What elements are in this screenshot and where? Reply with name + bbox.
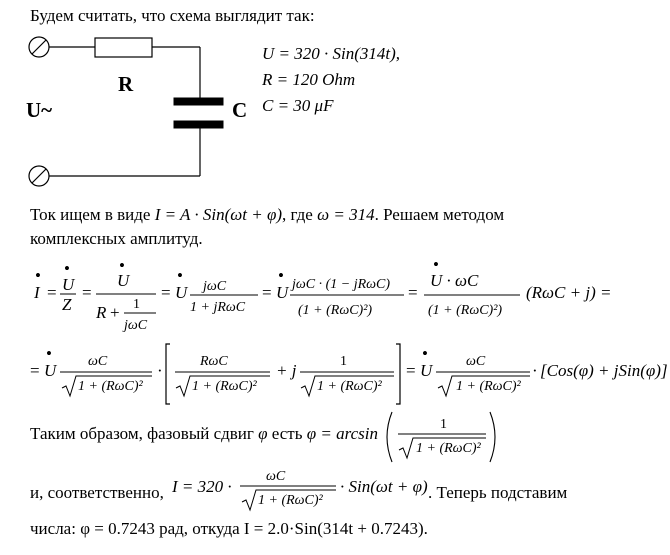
current-form-formula: I = A · Sin(ωt + φ) — [154, 205, 283, 224]
svg-text:=: = — [161, 283, 171, 302]
equation-line-1 — [0, 258, 670, 338]
svg-text:R: R — [96, 303, 107, 322]
svg-text:(RωC + j) =: (RωC + j) = — [526, 283, 612, 302]
paragraph-method: комплексных амплитуд. — [30, 229, 203, 248]
arcsin-argument — [376, 408, 506, 466]
omega-value: ω = 314 — [317, 205, 375, 224]
svg-text:1 + (RωC)²: 1 + (RωC)² — [192, 379, 257, 394]
svg-text:1 + jRωC: 1 + jRωC — [190, 300, 246, 315]
top-terminal-icon — [29, 37, 49, 57]
svg-text:1 + (RωC)²: 1 + (RωC)² — [258, 493, 323, 508]
svg-text:•: • — [278, 266, 284, 285]
svg-text:1: 1 — [340, 354, 347, 369]
svg-text:·: · — [157, 361, 163, 380]
bottom-terminal-icon — [29, 166, 49, 186]
equation-line-2 — [0, 338, 670, 408]
current-formula — [170, 462, 430, 518]
svg-text:U: U — [62, 275, 75, 294]
param-r: R = 120 Ohm — [262, 70, 356, 89]
svg-text:=: = — [47, 283, 57, 302]
svg-text:(1 + (RωC)²): (1 + (RωC)²) — [428, 303, 503, 318]
svg-text:U · ωC: U · ωC — [430, 271, 479, 290]
svg-text:U: U — [117, 271, 130, 290]
svg-text:1: 1 — [133, 297, 140, 312]
svg-text:jωC · (1 − jRωC): jωC · (1 − jRωC) — [292, 277, 391, 292]
svg-text:ωC: ωC — [88, 354, 108, 369]
svg-text:•: • — [46, 344, 52, 363]
svg-text:•: • — [35, 266, 41, 285]
svg-text:+: + — [110, 303, 120, 322]
svg-text:I = 320 ·: I = 320 · — [172, 477, 232, 496]
paragraph-numeric-result: числа: φ = 0.7243 рад, откуда I = 2.0·Sin(314t + 0.7243). — [30, 519, 428, 538]
svg-text:1: 1 — [440, 417, 447, 432]
svg-text:+ j: + j — [276, 361, 297, 380]
svg-text:jωC: jωC — [124, 318, 148, 333]
paragraph-current-form: Ток ищем в виде I = A · Sin(ωt + φ), где ω = 314. Решаем методом — [30, 205, 505, 224]
svg-text:ωC: ωC — [266, 469, 286, 484]
svg-text:=: = — [262, 283, 272, 302]
svg-text:(1 + (RωC)²): (1 + (RωC)²) — [298, 303, 373, 318]
phase-formula: φ = arcsin — [306, 424, 378, 443]
paragraph-substitute: . Теперь подставим — [428, 483, 568, 502]
capacitor-icon — [174, 98, 223, 128]
paragraph-current-result: и, соответственно, — [30, 483, 164, 502]
svg-text:=: = — [406, 361, 416, 380]
svg-text:U: U — [44, 361, 57, 380]
svg-text:jωC: jωC — [203, 279, 227, 294]
svg-text:U: U — [420, 361, 433, 380]
resistor-label: R — [118, 72, 134, 96]
svg-text:1 + (RωC)²: 1 + (RωC)² — [416, 441, 481, 456]
param-u: U = 320 · Sin(314t), — [262, 44, 401, 63]
svg-text:[Cos(φ) + jSin(φ)]: [Cos(φ) + jSin(φ)] — [540, 361, 668, 380]
svg-text:1 + (RωC)²: 1 + (RωC)² — [78, 379, 143, 394]
paragraph-phase-shift: Таким образом, фазовый сдвиг φ есть φ = arcsin — [30, 424, 378, 443]
svg-text:· Sin(ωt + φ): · Sin(ωt + φ) — [340, 477, 428, 496]
param-c: C = 30 μF — [262, 96, 334, 115]
svg-text:•: • — [422, 344, 428, 363]
svg-text:Z: Z — [62, 295, 72, 314]
svg-text:1 + (RωC)²: 1 + (RωC)² — [456, 379, 521, 394]
svg-text:ωC: ωC — [466, 354, 486, 369]
svg-text:=: = — [82, 283, 92, 302]
svg-text:·: · — [532, 361, 538, 380]
svg-text:U: U — [276, 283, 289, 302]
svg-text:•: • — [64, 259, 70, 278]
svg-text:•: • — [433, 258, 439, 274]
svg-text:=: = — [30, 361, 40, 380]
svg-text:U: U — [175, 283, 188, 302]
svg-text:•: • — [177, 266, 183, 285]
intro-text: Будем считать, что схема выглядит так: — [30, 6, 315, 25]
resistor-icon — [95, 38, 152, 57]
circuit-diagram — [0, 0, 670, 210]
capacitor-label: C — [232, 98, 248, 122]
svg-text:RωC: RωC — [200, 354, 228, 369]
svg-text:•: • — [119, 258, 125, 275]
source-label: U~ — [26, 98, 53, 122]
svg-text:=: = — [408, 283, 418, 302]
svg-text:1 + (RωC)²: 1 + (RωC)² — [317, 379, 382, 394]
svg-text:I: I — [34, 283, 40, 302]
